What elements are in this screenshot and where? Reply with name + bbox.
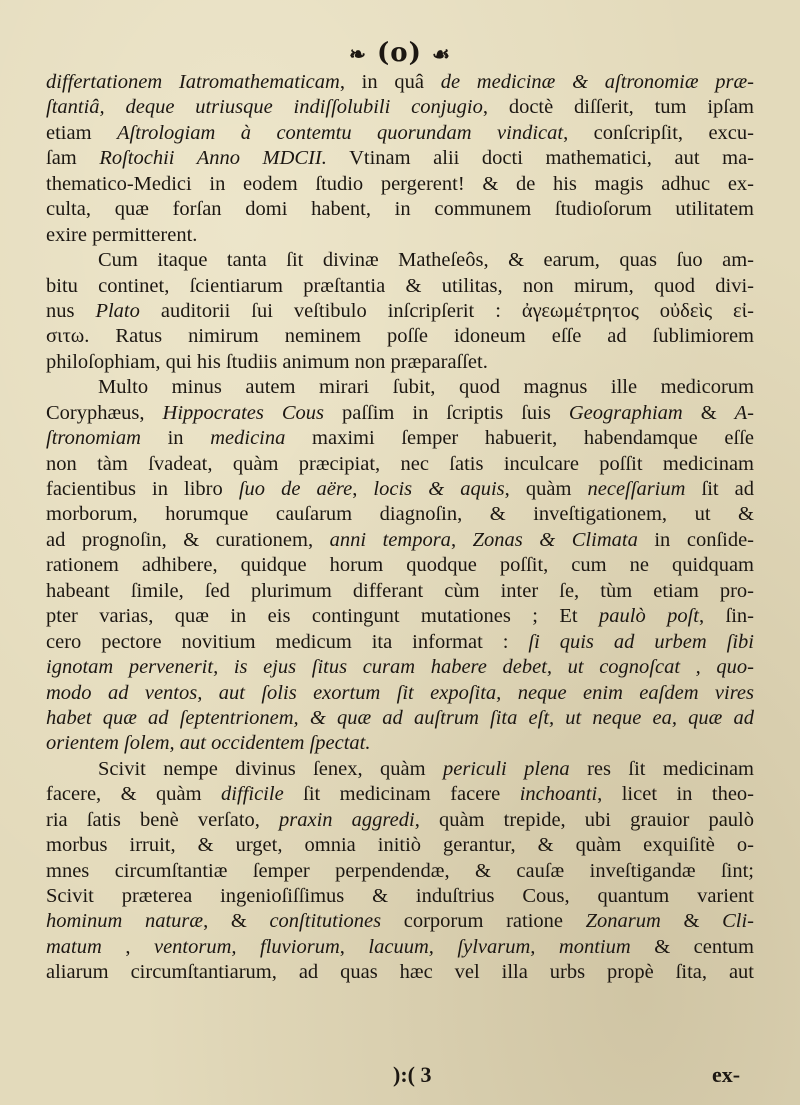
text-span: thematico-Medici in eodem ſtudio pergerent! & de his magis adhuc ex- xyxy=(46,172,754,195)
body-text xyxy=(46,70,754,986)
text-span: , quàm xyxy=(504,478,588,500)
italic-span: conſtitutiones xyxy=(269,910,382,933)
italic-span: ſtantiâ, deque utriusque indiſſolubili conjugio xyxy=(46,96,483,119)
text-line xyxy=(46,859,754,884)
text-span: morbus irruit, & urget, omnia initiò gerantur, & quàm exquiſitè o- xyxy=(46,834,754,857)
text-span: , ſin- xyxy=(699,605,754,628)
italic-span: Geographiam xyxy=(568,401,683,424)
italic-span: locis & aquis xyxy=(373,478,505,500)
text-span: bitu continet, ſcientiarum præſtantia & utilitas, non mirum, quod divi- xyxy=(46,274,754,297)
italic-span: matum xyxy=(46,935,102,958)
text-span: Coryphæus, xyxy=(46,401,163,424)
text-span: , xyxy=(450,528,473,551)
text-span: res ſit medicinam xyxy=(569,757,754,780)
text-line xyxy=(46,960,754,985)
text-line xyxy=(46,935,754,960)
text-span: & xyxy=(660,910,723,933)
text-span: corporum ratione xyxy=(381,910,586,933)
fleuron-right-icon: ☙ xyxy=(431,42,451,66)
text-span: & xyxy=(682,401,735,424)
italic-span: praxin aggredi xyxy=(279,808,415,831)
italic-span: Aſtrologiam à contemtu quorundam vindicat xyxy=(116,121,564,144)
text-line xyxy=(46,121,754,146)
text-line xyxy=(46,808,754,833)
text-line xyxy=(46,477,754,502)
text-line xyxy=(46,706,754,731)
italic-span: modo ad ventos, aut ſolis exortum ſit expoſita, neque enim eaſdem vires xyxy=(46,681,754,704)
text-line xyxy=(46,502,754,527)
text-span: Scivit præterea ingenioſiſſimus & induſtrius Cous, quantum varient xyxy=(46,885,754,907)
text-span: morborum, horumque cauſarum diagnoſin, & inveſtigationem, ut & xyxy=(46,503,754,526)
text-span: & centum xyxy=(630,935,754,958)
text-line xyxy=(46,401,754,426)
text-line xyxy=(46,630,754,655)
text-line xyxy=(46,528,754,553)
italic-span: differtationem Iatromathematicam xyxy=(46,71,340,93)
text-span: habeant ſimile, ſed plurimum differant cùm inter ſe, tùm etiam pro- xyxy=(46,579,754,602)
text-span: exire permitterent. xyxy=(46,223,198,246)
italic-span: ſi quis ad urbem ſibi xyxy=(528,630,754,653)
text-line xyxy=(46,604,754,629)
catchword: ex- xyxy=(712,1062,741,1087)
text-span: paſſim in ſcriptis ſuis xyxy=(324,401,569,424)
text-line xyxy=(46,146,754,171)
italic-span: Zonas & Climata xyxy=(472,528,638,551)
text-line xyxy=(46,172,754,197)
text-span: in conſide- xyxy=(637,528,754,551)
text-span: maximi ſemper habuerit, habendamque eſſe xyxy=(285,427,754,450)
text-line xyxy=(46,197,754,222)
text-line xyxy=(46,579,754,604)
text-line xyxy=(46,274,754,299)
text-span: facere, & quàm xyxy=(46,783,222,806)
text-span: Scivit nempe divinus ſenex, quàm xyxy=(98,757,443,780)
italic-span: anni tempora xyxy=(329,528,451,551)
text-span: cero pectore novitium medicum ita informat : xyxy=(46,630,529,653)
text-line xyxy=(46,909,754,934)
text-span: rationem adhibere, quidque horum quodque poſſit, cum ne quidquam xyxy=(46,554,754,577)
italic-span: habet quæ ad ſeptentrionem, & quæ ad auſtrum ſita eſt, ut neque ea, quæ ad xyxy=(46,706,754,729)
page-header xyxy=(0,38,800,68)
text-line xyxy=(46,655,754,680)
text-line xyxy=(46,375,754,400)
italic-span: ſuo de aëre xyxy=(238,478,353,500)
italic-span: Cli- xyxy=(722,910,754,933)
text-span: , conſcripſit, excu- xyxy=(563,121,754,144)
italic-span: inchoanti xyxy=(519,783,598,806)
italic-span: neceſſarium xyxy=(587,478,686,500)
italic-span: hominum naturæ xyxy=(46,910,204,933)
text-span: ria ſatis benè verſato, xyxy=(46,808,280,831)
text-line xyxy=(46,223,754,248)
text-span: Multo minus autem mirari ſubit, quod magnus ille medicorum xyxy=(98,376,754,399)
text-span: Vtinam alii docti mathematici, aut ma- xyxy=(326,147,754,170)
italic-span: ventorum, fluviorum xyxy=(153,935,340,958)
text-span: , xyxy=(352,478,374,500)
italic-span: Roſtochii Anno MDCII. xyxy=(99,147,327,170)
text-span: in xyxy=(140,427,211,450)
italic-span: paulò poſt xyxy=(599,605,699,628)
italic-span: difficile xyxy=(221,783,284,806)
italic-span: medicina xyxy=(210,427,286,450)
text-line xyxy=(46,452,754,477)
text-line xyxy=(46,70,754,95)
text-span: culta, quæ forſan domi habent, in communem ſtudioſorum utilitatem xyxy=(46,198,754,221)
text-line xyxy=(46,757,754,782)
italic-span: de medicinæ & aſtronomiæ præ- xyxy=(440,71,754,93)
text-span: facientibus in libro xyxy=(46,478,239,500)
text-line xyxy=(46,553,754,578)
italic-span: periculi plena xyxy=(442,757,570,780)
text-span: mnes circumſtantiæ ſemper perpendendæ, & cauſæ inveſtigandæ ſint; xyxy=(46,859,754,882)
text-line xyxy=(46,426,754,451)
text-line xyxy=(46,681,754,706)
text-line xyxy=(46,782,754,807)
text-line xyxy=(46,324,754,349)
text-span: , & xyxy=(203,910,270,933)
text-span: philoſophiam, qui his ſtudiis animum non præparaſſet. xyxy=(46,350,488,373)
text-span: ad prognoſin, & curationem, xyxy=(46,528,330,551)
italic-span: lacuum, ſylvarum, montium xyxy=(368,935,631,958)
text-line xyxy=(46,248,754,273)
italic-span: Zonarum xyxy=(585,910,661,933)
text-span: nus xyxy=(46,299,96,322)
italic-span: orientem ſolem, aut occidentem ſpectat. xyxy=(46,732,371,755)
signature-mark: ):( 3 xyxy=(393,1062,432,1087)
text-span: , in quâ xyxy=(339,71,441,93)
italic-span: ignotam pervenerit, is ejus ſitus curam habere debet, ut cognoſcat , quo- xyxy=(46,656,754,679)
text-span: ſam xyxy=(46,147,100,170)
italic-span: ſtronomiam xyxy=(46,427,141,450)
italic-span: A- xyxy=(734,401,754,424)
text-span: , quàm trepide, ubi grauior paulò xyxy=(414,808,754,831)
text-line xyxy=(46,299,754,324)
italic-span: Hippocrates Cous xyxy=(162,401,325,424)
italic-span: Plato xyxy=(95,299,140,322)
text-line xyxy=(46,731,754,756)
text-line xyxy=(46,350,754,375)
text-span: etiam xyxy=(46,121,117,144)
text-span: Cum itaque tanta ſit divinæ Matheſeôs, & earum, quas ſuo am- xyxy=(98,249,754,272)
text-line xyxy=(46,95,754,120)
text-span: aliarum circumſtantiarum, ad quas hæc vel illa urbs propè ſita, aut xyxy=(46,961,754,984)
text-span: , licet in theo- xyxy=(597,783,754,806)
page-footer xyxy=(0,1062,800,1092)
text-line xyxy=(46,833,754,858)
fleuron-left-icon: ❧ xyxy=(349,42,367,66)
text-span: , doctè diſſerit, tum ipſam xyxy=(482,96,754,119)
text-span: pter varias, quæ in eis contingunt mutationes ; Et xyxy=(46,605,599,628)
text-span: , xyxy=(101,935,154,958)
text-span: auditorii ſui veſtibulo inſcripſerit : ἀγεωμέτρητος οὐδεὶς εἰ- xyxy=(139,299,754,322)
text-span: σιτω. Ratus nimirum neminem poſſe idoneum eſſe ad ſublimiorem xyxy=(46,325,754,348)
text-span: ſit ad xyxy=(685,478,754,500)
text-span: , xyxy=(339,935,369,958)
text-span: non tàm ſvadeat, quàm præcipiat, nec ſatis inculcare poſſit medicinam xyxy=(46,452,754,475)
text-line xyxy=(46,884,754,909)
text-span: ſit medicinam facere xyxy=(283,783,520,806)
page-number: (o) xyxy=(376,38,422,68)
